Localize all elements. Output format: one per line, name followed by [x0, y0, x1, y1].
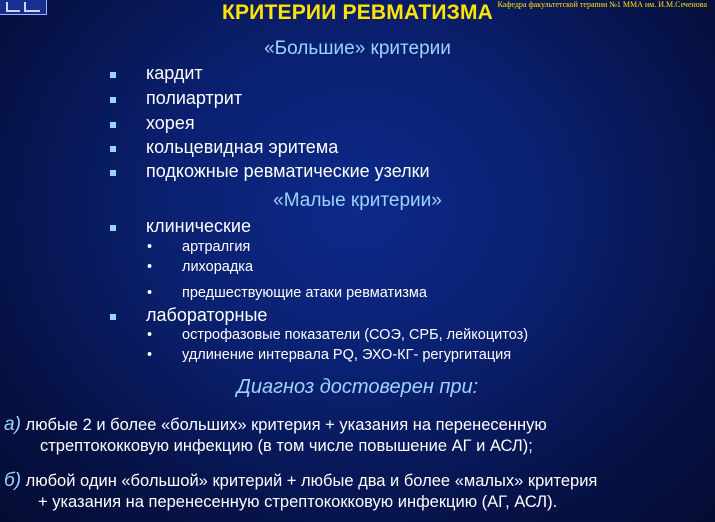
square-bullet-icon [110, 170, 116, 176]
dot-bullet-icon: • [147, 285, 153, 301]
criterion-a-letter: а) [4, 414, 21, 435]
criterion-a-line1: а) любые 2 и более «больших» критерия + указания на перенесенную [4, 414, 547, 435]
square-bullet-icon [110, 146, 116, 152]
criterion-b-line1: б) любой один «большой» критерий + любые два и более «малых» критерия [4, 470, 598, 491]
minor-criteria-heading: «Малые критерии» [273, 190, 442, 211]
square-bullet-icon [110, 72, 116, 78]
major-criteria-heading: «Большие» критерии [264, 38, 451, 59]
dot-bullet-icon: • [147, 327, 153, 343]
dot-bullet-icon: • [147, 239, 153, 255]
criterion-b-letter: б) [4, 470, 22, 491]
square-bullet-icon [110, 225, 116, 231]
page-title: КРИТЕРИИ РЕВМАТИЗМА [221, 1, 494, 24]
criterion-a-line2: стрептококковую инфекцию (в том числе повышение АГ и АСЛ); [40, 437, 533, 455]
square-bullet-icon [110, 314, 116, 320]
criterion-b-line2: + указания на перенесенную стрептококковую инфекцию (АГ, АСЛ). [38, 493, 558, 511]
square-bullet-icon [110, 97, 116, 103]
department-caption: Кафедра факультетской терапии №1 ММА им. И.М.Сеченова [497, 0, 707, 9]
diagnosis-heading: Диагноз достоверен при: [236, 376, 479, 398]
square-bullet-icon [110, 122, 116, 128]
dot-bullet-icon: • [147, 347, 153, 363]
dot-bullet-icon: • [147, 259, 153, 275]
